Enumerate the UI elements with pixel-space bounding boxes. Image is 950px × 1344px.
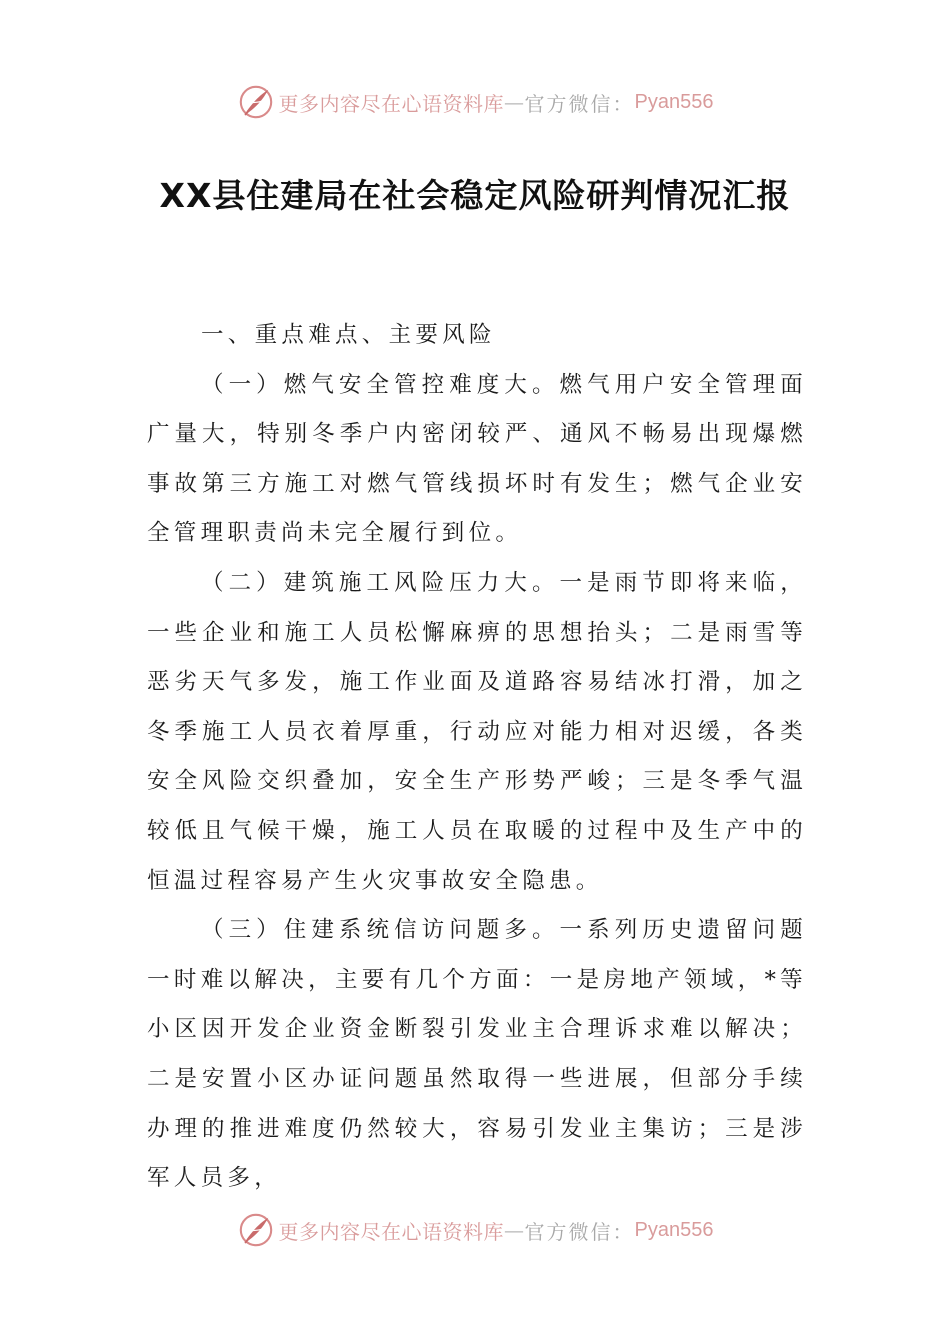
document-body — [147, 311, 807, 1204]
footer-watermark — [0, 1208, 950, 1252]
watermark-text: 更多内容尽在心语资料库 — [278, 91, 505, 116]
header-watermark — [0, 80, 950, 124]
watermark-dash: — — [504, 90, 525, 114]
watermark-wechat-id: Pyan556 — [634, 90, 714, 113]
quill-logo-icon — [237, 1211, 275, 1249]
watermark-wechat-label: 官方微信： — [524, 91, 635, 116]
paragraph: （二）建筑施工风险压力大。一是雨节即将来临，一些企业和施工人员松懈麻痹的思想抬头；二是雨雪等恶劣天气多发，施工作业面及道路容易结冰打滑，加之冬季施工人员衣着厚重，行动应对能力相对迟缓，各类安全风险交织叠加，安全生产形势严峻；三是冬季气温较低且气候干燥，施工人员在取暖的过程中及生产中的恒温过程容易产生火灾事故安全隐患。 — [147, 569, 807, 894]
section-heading: 一、重点难点、主要风险 — [201, 322, 496, 348]
watermark-dash: — — [504, 1218, 525, 1242]
watermark-wechat-id: Pyan556 — [634, 1218, 714, 1241]
paragraph: （三）住建系统信访问题多。一系列历史遗留问题一时难以解决，主要有几个方面：一是房地产领域，*等小区因开发企业资金断裂引发业主合理诉求难以解决；二是安置小区办证问题虽然取得一些进展，但部分手续办理的推进难度仍然较大，容易引发业主集访；三是涉军人员多， — [147, 917, 807, 1192]
paragraph: （一）燃气安全管控难度大。燃气用户安全管理面广量大，特别冬季户内密闭较严、通风不畅易出现爆燃事故第三方施工对燃气管线损坏时有发生；燃气企业安全管理职责尚未完全履行到位。 — [147, 371, 807, 547]
watermark-wechat-label: 官方微信： — [524, 1219, 635, 1244]
quill-logo-icon — [237, 83, 275, 121]
watermark-text: 更多内容尽在心语资料库 — [278, 1219, 505, 1244]
document-title: XX县住建局在社会稳定风险研判情况汇报 — [159, 176, 791, 215]
